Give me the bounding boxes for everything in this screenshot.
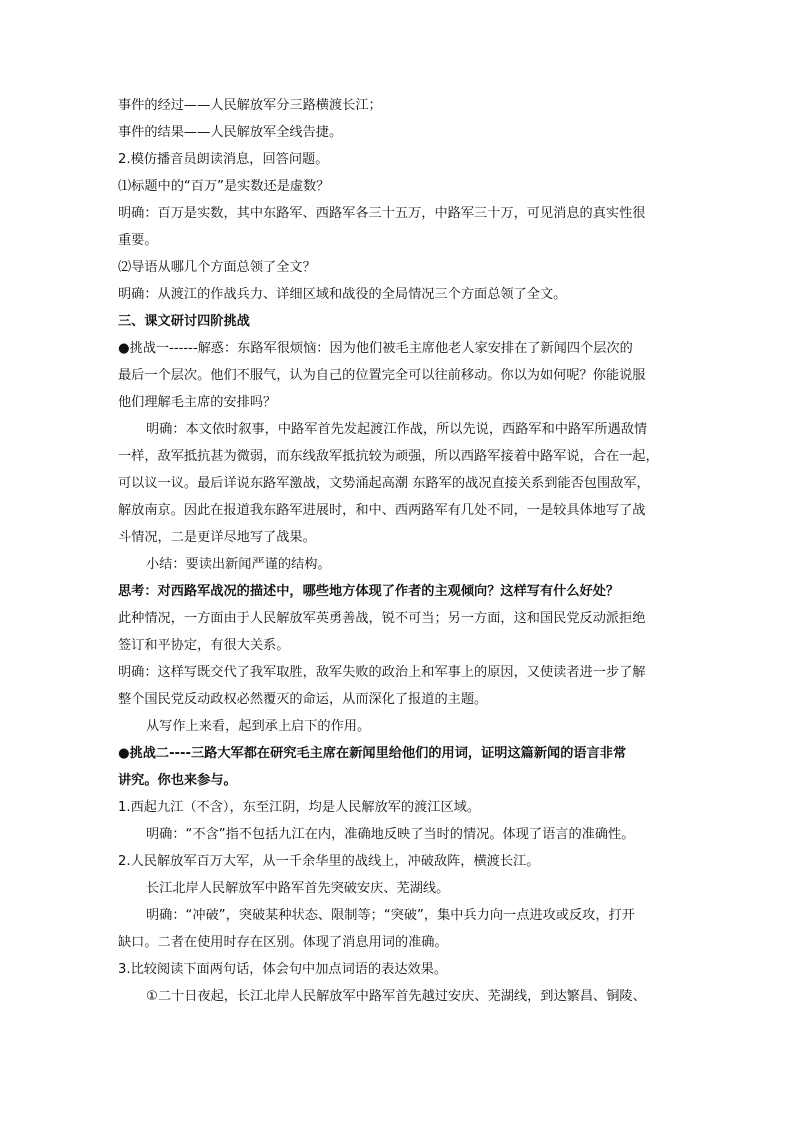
text-line: 最后一个层次。他们不服气，认为自己的位置完全可以往前移动。你以为如何呢？你能说服: [118, 368, 646, 383]
text-line: 明确：“冲破”，突破某种状态、限制等；“突破”，集中兵力向一点进攻或反攻，打开: [146, 908, 635, 923]
text-line: 明确：本文依时叙事，中路军首先发起渡江作战，所以先说，西路军和中路军所遇敌情: [146, 422, 648, 437]
text-line: ①二十日夜起，长江北岸人民解放军中路军首先越过安庆、芜湖线，到达繁昌、铜陵、: [146, 989, 646, 1004]
text-line: 明确：百万是实数，其中东路军、西路军各三十五万，中路军三十万，可见消息的真实性很: [118, 206, 646, 221]
text-line: 1.西起九江（不含），东至江阴，均是人民解放军的渡江区域。: [118, 800, 481, 815]
text-line: 可以议一议。最后详说东路军激战，文势涌起高潮 东路军的战况直接关系到能否包围敌军，: [118, 476, 650, 491]
text-line: 斗情况，二是更详尽地写了战果。: [118, 530, 316, 545]
text-line: ⑵导语从哪几个方面总领了全文？: [118, 260, 316, 275]
text-line: 事件的经过——人民解放军分三路横渡长江；: [118, 98, 382, 113]
text-line: ⑴标题中的“百万”是实数还是虚数？: [118, 179, 330, 194]
text-line: 3.比较阅读下面两句话，体会句中加点词语的表达效果。: [118, 962, 448, 977]
text-line: 2.人民解放军百万大军，从一千余华里的战线上，冲破敌阵，横渡长江。: [118, 854, 540, 869]
text-line: 缺口。二者在使用时存在区别。体现了消息用词的准确。: [118, 935, 448, 950]
text-line: 明确：从渡江的作战兵力、详细区域和战役的全局情况三个方面总领了全文。: [118, 287, 567, 302]
text-line: 长江北岸人民解放军中路军首先突破安庆、芜湖线。: [146, 881, 450, 896]
text-line: 一样，敌军抵抗甚为微弱，而东线敌军抵抗较为顽强，所以西路军接着中路军说，合在一起，: [118, 449, 659, 464]
text-line: 重要。: [118, 233, 158, 248]
text-line: 事件的结果——人民解放军全线告捷。: [118, 125, 343, 140]
text-line: 此种情况，一方面由于人民解放军英勇善战，锐不可当；另一方面，这和国民党反动派拒绝: [118, 611, 646, 626]
text-line: 讲究。你也来参与。: [118, 773, 237, 788]
text-line: 从写作上来看，起到承上启下的作用。: [146, 719, 371, 734]
challenge-two-line: ●挑战二----三路大军都在研究毛主席在新闻里给他们的用词，证明这篇新闻的语言非常: [118, 746, 627, 761]
text-line: 解放南京。因此在报道我东路军进展时，和中、西两路军有几处不同，一是较具体地写了战: [118, 503, 646, 518]
text-line: 他们理解毛主席的安排吗？: [118, 395, 277, 410]
text-line: 明确：这样写既交代了我军取胜，敌军失败的政治上和军事上的原因，又使读者进一步了解: [118, 665, 646, 680]
text-line: 小结：要读出新闻严谨的结构。: [146, 557, 331, 572]
text-line: 整个国民党反动政权必然覆灭的命运，从而深化了报道的主题。: [118, 692, 488, 707]
text-line: 明确：“不含”指不包括九江在内，准确地反映了当时的情况。体现了语言的准确性。: [146, 827, 635, 842]
challenge-one-line: ●挑战一------解惑：东路军很烦恼：因为他们被毛主席他老人家安排在了新闻四个层次的: [118, 341, 633, 356]
section-heading: 三、课文研讨四阶挑战: [118, 314, 250, 329]
thinking-question: 思考：对西路军战况的描述中，哪些地方体现了作者的主观倾向？这样写有什么好处？: [118, 584, 620, 599]
text-line: 2.模仿播音员朗读消息，回答问题。: [118, 152, 329, 167]
text-line: 签订和平协定，有很大关系。: [118, 638, 290, 653]
